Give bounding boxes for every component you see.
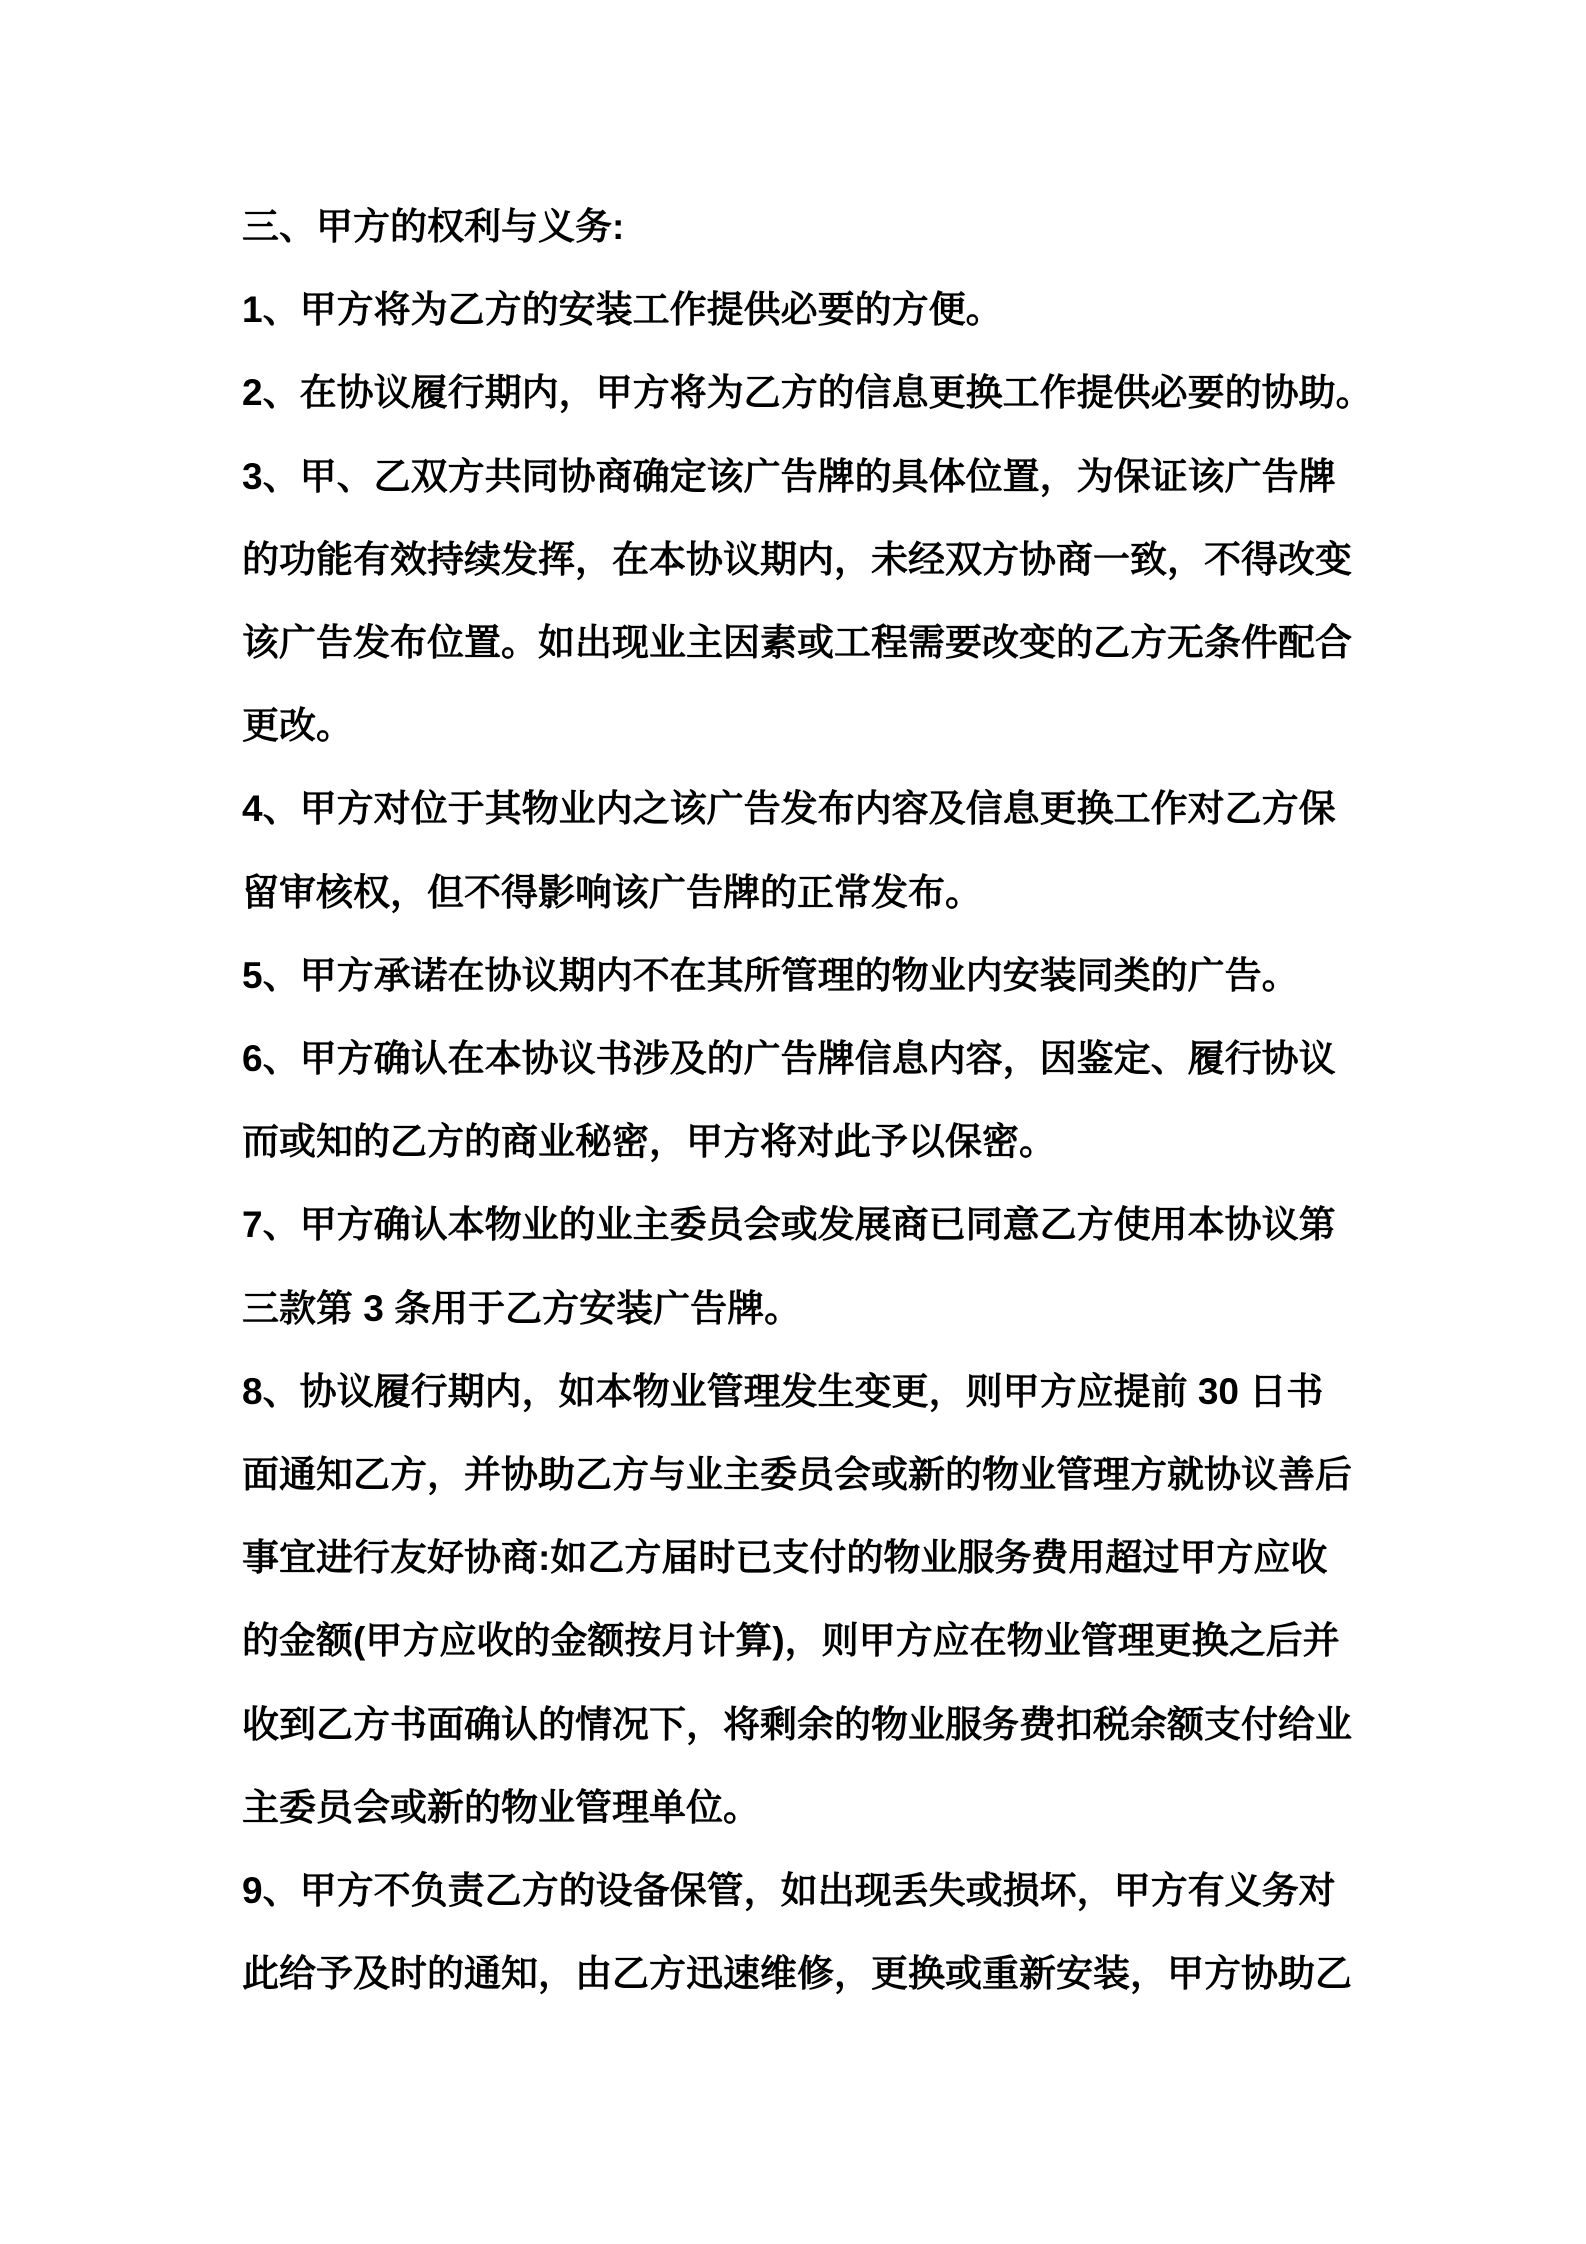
contract-line: 收到乙方书面确认的情况下，将剩余的物业服务费扣税余额支付给业 [242,1703,1352,1745]
contract-line: 三款第 3 条用于乙方安装广告牌。 [242,1287,802,1329]
contract-text-block [242,185,1466,2015]
contract-line: 主委员会或新的物业管理单位。 [242,1786,760,1828]
contract-line: 3、甲、乙双方共同协商确定该广告牌的具体位置，为保证该广告牌 [242,455,1336,497]
contract-line: 6、甲方确认在本协议书涉及的广告牌信息内容，因鉴定、履行协议 [242,1038,1336,1080]
contract-line: 4、甲方对位于其物业内之该广告发布内容及信息更换工作对乙方保 [242,788,1336,830]
contract-line: 面通知乙方，并协助乙方与业主委员会或新的物业管理方就协议善后 [242,1454,1352,1496]
contract-line: 1、甲方将为乙方的安装工作提供必要的方便。 [242,289,1003,331]
contract-line: 而或知的乙方的商业秘密，甲方将对此予以保密。 [242,1121,1056,1163]
contract-line: 事宜进行友好协商:如乙方届时已支付的物业服务费用超过甲方应收 [242,1537,1328,1579]
contract-line: 2、在协议履行期内，甲方将为乙方的信息更换工作提供必要的协助。 [242,372,1373,414]
contract-line: 更改。 [242,705,353,747]
contract-line: 此给予及时的通知，由乙方迅速维修，更换或重新安装，甲方协助乙 [242,1953,1352,1995]
section-heading: 三、甲方的权利与义务: [242,206,625,247]
contract-line: 7、甲方确认本物业的业主委员会或发展商已同意乙方使用本协议第 [242,1204,1336,1246]
contract-line: 8、协议履行期内，如本物业管理发生变更，则甲方应提前 30 日书 [242,1370,1324,1412]
contract-line: 9、甲方不负责乙方的设备保管，如出现丢失或损坏，甲方有义务对 [242,1870,1336,1912]
contract-line: 的功能有效持续发挥，在本协议期内，未经双方协商一致，不得改变 [242,538,1352,580]
contract-line: 5、甲方承诺在协议期内不在其所管理的物业内安装同类的广告。 [242,954,1299,996]
contract-line: 的金额(甲方应收的金额按月计算)，则甲方应在物业管理更换之后并 [242,1620,1340,1662]
contract-line: 留审核权，但不得影响该广告牌的正常发布。 [242,871,982,913]
contract-line: 该广告发布位置。如出现业主因素或工程需要改变的乙方无条件配合 [242,622,1352,664]
